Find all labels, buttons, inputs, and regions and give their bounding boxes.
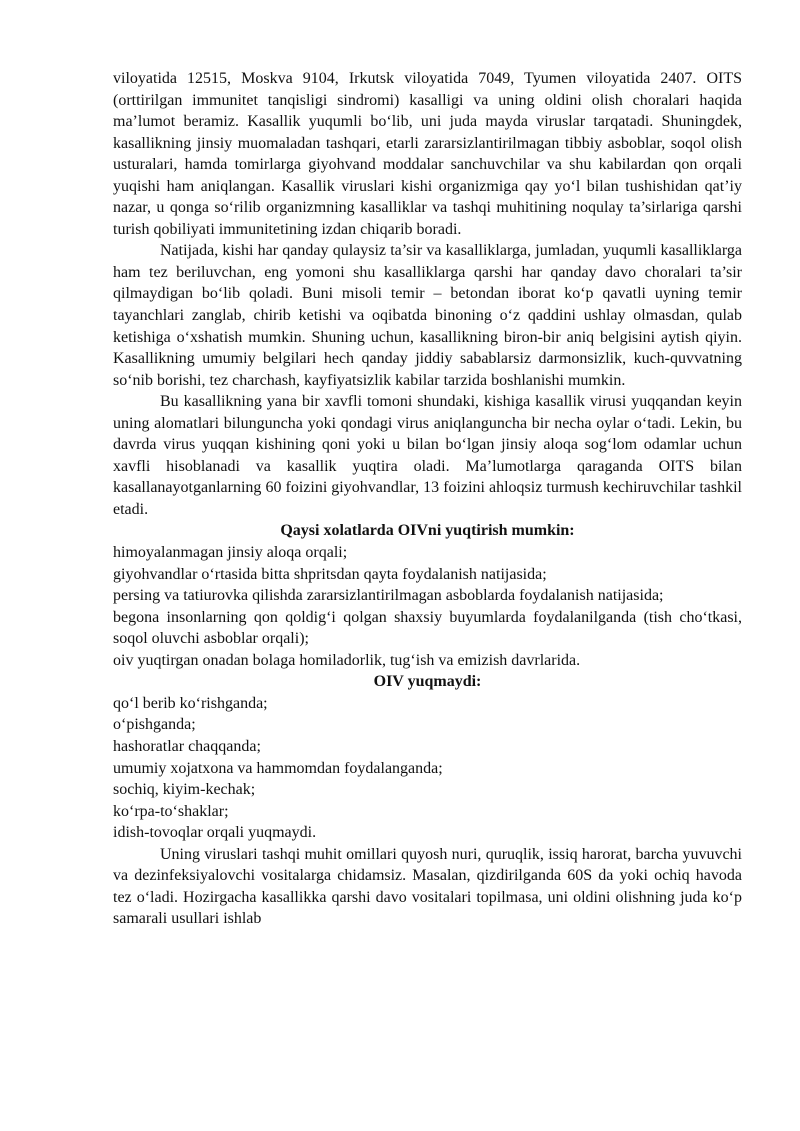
list-item: giyohvandlar o‘rtasida bitta shpritsdan qayta foydalanish natijasida; <box>113 565 547 583</box>
list-item: qo‘l berib ko‘rishganda; <box>113 694 268 712</box>
document-page <box>113 68 742 930</box>
list-item: ko‘rpa-to‘shaklar; <box>113 802 229 820</box>
list-item: umumiy xojatxona va hammomdan foydalanganda; <box>113 759 443 777</box>
paragraph-statistics: viloyatida 12515, Moskva 9104, Irkutsk viloyatida 7049, Tyumen viloyatida 2407. OITS (orttirilgan immunitet tanqisligi sindromi) kasalligi va uning oldini olish choralari haqida ma’lumot beramiz. Kasallik yuqumli bo‘lib, uni juda mayda viruslar tarqatadi. Shuningdek, kasallikning jinsiy muomaladan tashqari, etarli zararsizlantirilmagan tibbiy asboblar, soqol olish usturalari, hamda tomirlarga giyohvand moddalar sanchuvchilar va shu kabilardan qon orqali yuqishi ham aniqlangan. Kasallik viruslari kishi organizmiga qay yo‘l bilan tushishidan qat’iy nazar, u qonga so‘rilib organizmning kasalliklar va tashqi muhitining noqulay ta’sirlariga qarshi turish qobiliyati immunitetining izdan chiqarib boradi. <box>113 70 742 238</box>
paragraph-consequences: Natijada, kishi har qanday qulaysiz ta’sir va kasalliklarga, jumladan, yuqumli kasalliklarga ham tez beriluvchan, eng yomoni shu kasalliklarga qarshi har qanday davo choralari ta’sir qilmaydigan bo‘lib qoladi. Buni misoli temir – betondan iborat ko‘p qavatli uyning temir tayanchlari zanglab, chirib ketishi va oqibatda binoning o‘z qaddini ushlay olmasdan, qulab ketishiga o‘xshatish mumkin. Shuning uchun, kasallikning biron-bir aniq belgisini aytish qiyin. Kasallikning umumiy belgilari hech qanday jiddiy sabablarsiz darmonsizlik, kuch-quvvatning so‘nib borishi, tez charchash, kayfiyatsizlik kabilar tarzida boshlanishi mumkin. <box>113 242 742 389</box>
list-item: oiv yuqtirgan onadan bolaga homiladorlik, tug‘ish va emizish davrlarida. <box>113 651 581 669</box>
paragraph-virus-resistance: Uning viruslari tashqi muhit omillari quyosh nuri, quruqlik, issiq harorat, barcha yuvuvchi va dezinfeksiyalovchi vositalarga chidamsiz. Masalan, qizdirilganda 60S da yoki ochiq havoda tez o‘ladi. Hozirgacha kasallikka qarshi davo vositalari topilmasa, uni oldini olishning juda ko‘p samarali usullari ishlab <box>113 845 742 928</box>
list-item: persing va tatiurovka qilishda zararsizlantirilmagan asboblarda foydalanish natijasida; <box>113 587 664 605</box>
list-item: sochiq, kiyim-kechak; <box>113 781 256 799</box>
transmission-list <box>113 542 742 671</box>
paragraph-danger: Bu kasallikning yana bir xavfli tomoni shundaki, kishiga kasallik virusi yuqqandan keyin uning alomatlari bilunguncha yoki qondagi virus aniqlanguncha bir necha oylar o‘tadi. Lekin, bu davrda virus yuqqan kishining qoni yoki u bilan bo‘lgan jinsiy aloqa sog‘lom odamlar uchun xavfli hisoblanadi va kasallik yuqtira oladi. Ma’lumotlarga qaraganda OITS bilan kasallanayotganlarning 60 foizini giyohvandlar, 13 foizini ahloqsiz turmush kechiruvchilar tashkil etadi. <box>113 393 742 518</box>
list-item: hashoratlar chaqqanda; <box>113 737 261 755</box>
heading-transmission-ways: Qaysi xolatlarda OIVni yuqtirish mumkin: <box>280 522 575 540</box>
heading-no-transmission: OIV yuqmaydi: <box>373 673 482 691</box>
list-item: begona insonlarning qon qoldig‘i qolgan shaxsiy buyumlarda foydalanilganda (tish cho‘tkasi, soqol oluvchi asboblar orqali); <box>113 608 742 648</box>
list-item: o‘pishganda; <box>113 716 196 734</box>
list-item: idish-tovoqlar orqali yuqmaydi. <box>113 824 317 842</box>
no-transmission-list <box>113 693 742 844</box>
list-item: himoyalanmagan jinsiy aloqa orqali; <box>113 544 348 562</box>
